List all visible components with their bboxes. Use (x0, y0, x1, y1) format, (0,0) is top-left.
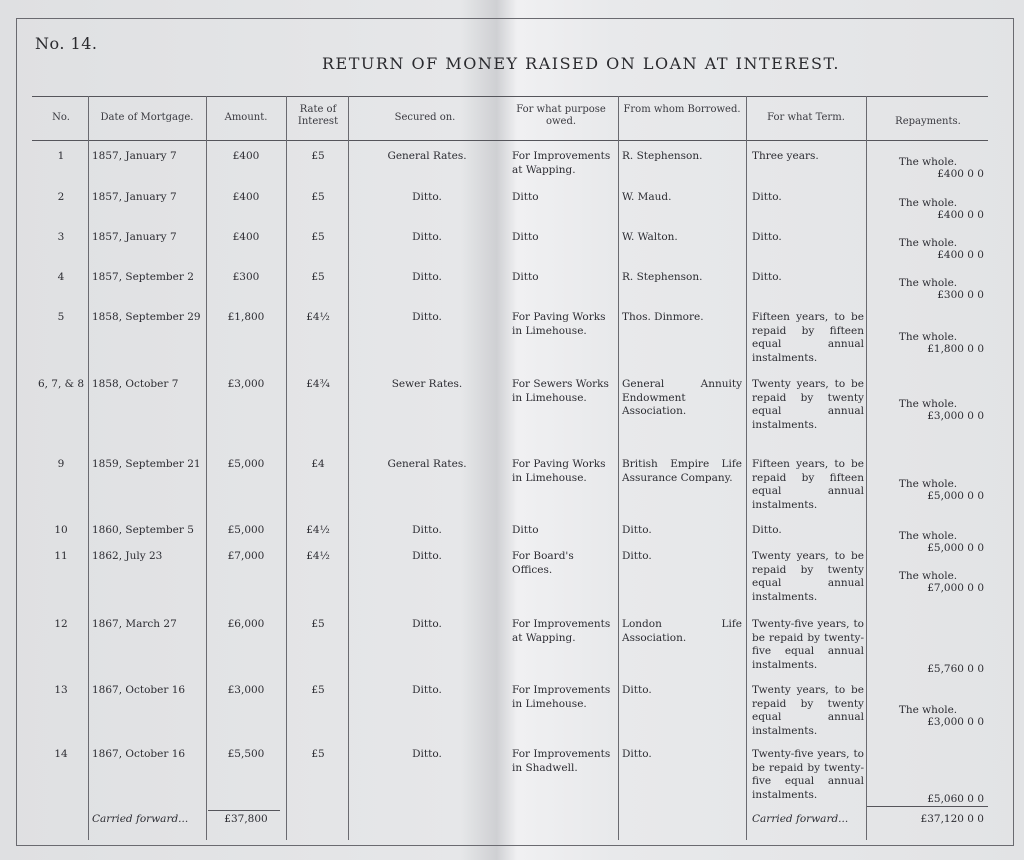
row-number: 10 (54, 524, 68, 536)
lender: Ditto. (622, 684, 652, 696)
loan-purpose: For Improvements in Limehouse. (512, 684, 611, 710)
secured-on: Ditto. (412, 231, 442, 243)
repayment-amount: £5,000 0 0 (927, 489, 984, 502)
loan-term: Fifteen years, to be repaid by fifteen equal annual instalments. (752, 311, 864, 364)
loan-amount: £6,000 (227, 618, 265, 630)
repayment-amount: £5,060 0 0 (927, 793, 984, 805)
col-divider (866, 96, 867, 840)
header-date: Date of Mortgage. (100, 112, 194, 123)
row-number: 1 (57, 150, 65, 162)
repayment-amount: £7,000 0 0 (927, 581, 984, 594)
repayment-amount: £300 0 0 (937, 289, 984, 301)
loan-term: Ditto. (752, 271, 782, 283)
mortgage-date: 1860, September 5 (92, 524, 194, 536)
col-divider (206, 96, 207, 840)
loan-purpose: Ditto (512, 191, 539, 203)
row-number: 3 (57, 231, 65, 243)
mortgage-date: 1857, January 7 (92, 150, 177, 162)
loan-purpose: Ditto (512, 231, 539, 243)
lender: British Empire Life Assurance Company. (622, 458, 742, 484)
repayment-amount: £5,760 0 0 (927, 663, 984, 675)
header-term: For what Term. (767, 112, 845, 123)
total-amount: £37,800 (224, 813, 268, 825)
interest-rate: £5 (311, 191, 325, 203)
loan-amount: £5,000 (227, 524, 265, 536)
secured-on: Ditto. (412, 311, 442, 323)
col-divider (348, 96, 349, 840)
secured-on: Ditto. (412, 550, 442, 562)
row-number: 11 (54, 550, 68, 562)
interest-rate: £5 (311, 684, 325, 696)
mortgage-date: 1857, January 7 (92, 191, 177, 203)
loan-purpose: Ditto (512, 524, 539, 536)
col-divider (286, 96, 287, 840)
repayment-amount: £400 0 0 (937, 209, 984, 221)
loan-term: Ditto. (752, 524, 782, 536)
loan-amount: £5,500 (227, 748, 265, 760)
loan-term: Twenty years, to be repaid by twenty equal annual instalments. (752, 378, 864, 431)
mortgage-date: 1858, October 7 (92, 378, 179, 390)
lender: W. Walton. (622, 231, 678, 243)
header-lender: From whom Borrowed. (623, 104, 741, 115)
repayment-amount: £5,000 0 0 (927, 542, 984, 554)
col-divider (618, 96, 619, 840)
loan-amount: £3,000 (227, 378, 265, 390)
repayment-note: The whole. (898, 703, 958, 716)
col-divider (88, 96, 89, 840)
mortgage-date: 1867, March 27 (92, 618, 177, 630)
repayment-note: The whole. (898, 569, 958, 582)
document-number: No. 14. (35, 34, 98, 53)
loan-term: Twenty years, to be repaid by twenty equal annual instalments. (752, 550, 864, 603)
secured-on: Sewer Rates. (391, 378, 463, 390)
loan-term: Twenty years, to be repaid by twenty equal annual instalments. (752, 684, 864, 737)
row-number: 2 (57, 191, 65, 203)
header-amount: Amount. (224, 112, 268, 123)
secured-on: Ditto. (412, 748, 442, 760)
header-rate: Rate of Interest (297, 104, 339, 127)
row-number: 12 (54, 618, 68, 630)
lender: Thos. Dinmore. (622, 311, 704, 323)
loan-purpose: For Paving Works in Limehouse. (512, 458, 606, 484)
lender: General Annuity Endowment Association. (622, 378, 742, 417)
loan-amount: £1,800 (227, 311, 265, 323)
interest-rate: £5 (311, 150, 325, 162)
mortgage-date: 1858, September 29 (92, 311, 201, 323)
loan-amount: £400 (232, 231, 260, 243)
mortgage-date: 1859, September 21 (92, 458, 201, 470)
interest-rate: £5 (311, 271, 325, 283)
loan-term: Three years. (752, 150, 819, 162)
repayment-note: The whole. (898, 277, 958, 289)
repayment-note: The whole. (898, 156, 958, 168)
repayment-amount: £400 0 0 (937, 168, 984, 180)
page-border (16, 18, 1014, 846)
loan-purpose: For Improvements at Wapping. (512, 150, 611, 176)
repayment-amount: £400 0 0 (937, 249, 984, 261)
repayment-note: The whole. (898, 397, 958, 410)
interest-rate: £5 (311, 618, 325, 630)
loan-purpose: For Board's Offices. (512, 550, 574, 576)
lender: Ditto. (622, 748, 652, 760)
repayment-note: The whole. (898, 530, 958, 542)
loan-amount: £7,000 (227, 550, 265, 562)
interest-rate: £4½ (306, 524, 330, 536)
loan-amount: £300 (232, 271, 260, 283)
loan-term: Fifteen years, to be repaid by fifteen equal annual instalments. (752, 458, 864, 511)
interest-rate: £5 (311, 748, 325, 760)
loan-amount: £400 (232, 150, 260, 162)
lender: Ditto. (622, 550, 652, 562)
loan-purpose: For Paving Works in Limehouse. (512, 311, 606, 337)
row-number: 4 (57, 271, 65, 283)
loan-term: Ditto. (752, 231, 782, 243)
total-repaid: £37,120 0 0 (920, 813, 984, 825)
row-number: 6, 7, & 8 (37, 378, 85, 390)
interest-rate: £4 (311, 458, 325, 470)
interest-rate: £4¾ (306, 378, 330, 390)
loan-term: Ditto. (752, 191, 782, 203)
lender: R. Stephenson. (622, 271, 703, 283)
repayment-note: The whole. (898, 330, 958, 343)
secured-on: Ditto. (412, 271, 442, 283)
loan-purpose: Ditto (512, 271, 539, 283)
col-divider (746, 96, 747, 840)
header-purpose: For what purpose owed. (516, 104, 606, 127)
loan-amount: £5,000 (227, 458, 265, 470)
secured-on: Ditto. (412, 524, 442, 536)
mortgage-date: 1867, October 16 (92, 748, 186, 760)
header-bottom-rule (32, 140, 988, 141)
repayment-amount: £3,000 0 0 (927, 409, 984, 422)
secured-on: General Rates. (387, 458, 467, 470)
mortgage-date: 1857, September 2 (92, 271, 194, 283)
loan-amount: £3,000 (227, 684, 265, 696)
loan-amount: £400 (232, 191, 260, 203)
repayment-note: The whole. (898, 197, 958, 209)
footer-rule-amount (208, 810, 280, 811)
repayment-note: The whole. (898, 237, 958, 249)
interest-rate: £4½ (306, 550, 330, 562)
interest-rate: £5 (311, 231, 325, 243)
secured-on: Ditto. (412, 191, 442, 203)
table-top-rule (32, 96, 988, 97)
lender: W. Maud. (622, 191, 672, 203)
secured-on: Ditto. (412, 684, 442, 696)
mortgage-date: 1862, July 23 (92, 550, 163, 562)
loan-purpose: For Improvements in Shadwell. (512, 748, 611, 774)
loan-term: Twenty-five years, to be repaid by twenty-five equal annual instalments. (752, 618, 864, 671)
repayment-amount: £3,000 0 0 (927, 715, 984, 728)
loan-purpose: For Sewers Works in Limehouse. (512, 378, 609, 404)
carried-forward-right: Carried forward... (752, 813, 849, 825)
header-repayments: Repayments. (895, 116, 961, 127)
repayment-amount: £1,800 0 0 (927, 342, 984, 355)
mortgage-date: 1867, October 16 (92, 684, 186, 696)
secured-on: Ditto. (412, 618, 442, 630)
lender: London Life Association. (622, 618, 742, 644)
document-title: RETURN OF MONEY RAISED ON LOAN AT INTEREST. (322, 54, 840, 73)
mortgage-date: 1857, January 7 (92, 231, 177, 243)
row-number: 9 (57, 458, 65, 470)
repayment-note: The whole. (898, 477, 958, 490)
loan-purpose: For Improvements at Wapping. (512, 618, 611, 644)
row-number: 14 (54, 748, 68, 760)
carried-forward-left: Carried forward... (92, 813, 189, 825)
interest-rate: £4½ (306, 311, 330, 323)
lender: R. Stephenson. (622, 150, 703, 162)
loan-term: Twenty-five years, to be repaid by twenty-five equal annual instalments. (752, 748, 864, 801)
secured-on: General Rates. (387, 150, 467, 162)
header-no: No. (52, 112, 70, 123)
row-number: 5 (57, 311, 65, 323)
header-secured: Secured on. (394, 112, 456, 123)
row-number: 13 (54, 684, 68, 696)
lender: Ditto. (622, 524, 652, 536)
